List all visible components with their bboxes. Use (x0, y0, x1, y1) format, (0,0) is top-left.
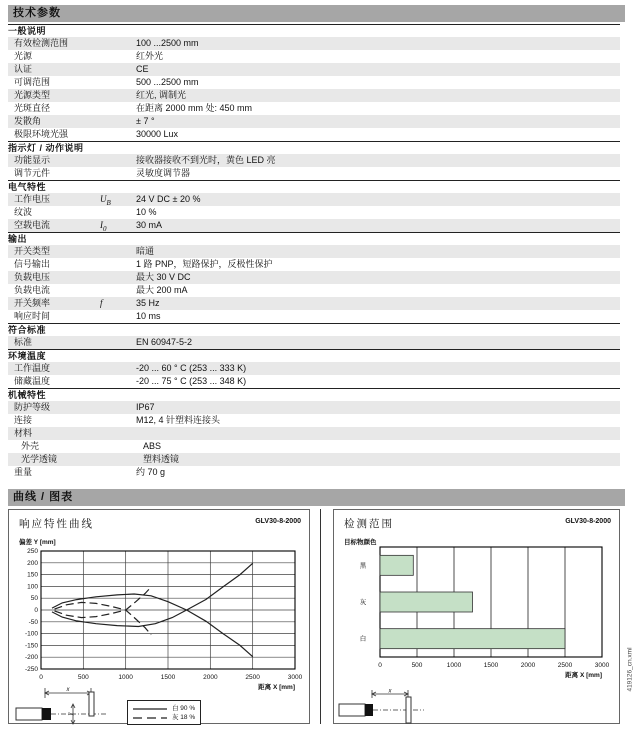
spec-symbol: $U_B$ (100, 194, 111, 207)
legend-label: 灰 18 % (172, 714, 196, 721)
spec-label: 储藏温度 (14, 376, 51, 386)
spec-symbol (100, 154, 136, 167)
spec-label: 工作温度 (14, 363, 51, 373)
spec-label: 连接 (14, 415, 33, 425)
spec-symbol (100, 167, 136, 180)
spec-row (8, 258, 620, 271)
spec-label: 负载电流 (14, 285, 51, 295)
spec-row (8, 375, 620, 388)
model-number: GLV30-8-2000 (565, 518, 611, 525)
spec-row (8, 271, 620, 284)
legend-item (133, 704, 195, 713)
spec-label: 防护等级 (14, 402, 51, 412)
spec-symbol (100, 245, 136, 258)
spec-symbol: $I_0$ (100, 220, 107, 233)
spec-symbol (100, 427, 136, 440)
spec-symbol (100, 336, 136, 349)
spec-symbol (100, 401, 136, 414)
svg-text:100: 100 (27, 583, 38, 591)
response-curve-panel (8, 509, 310, 724)
spec-symbol (100, 310, 136, 323)
spec-label: 重量 (14, 467, 33, 477)
document-id-vertical: 419126_cn.xml (626, 647, 634, 692)
spec-value: 红光, 调制光 (136, 90, 187, 100)
legend-label: 白 90 % (172, 705, 196, 712)
spec-value: 100 ...2500 mm (136, 38, 199, 48)
spec-row (8, 115, 620, 128)
spec-label: 光斑直径 (14, 103, 51, 113)
spec-label: 信号输出 (14, 259, 51, 269)
spec-label: 可调范围 (14, 77, 51, 87)
spec-symbol (100, 362, 136, 375)
svg-text:1500: 1500 (160, 674, 176, 681)
spec-symbol: f (100, 298, 103, 308)
chart-legend (127, 700, 201, 725)
spec-symbol (100, 284, 136, 297)
svg-text:2500: 2500 (245, 674, 260, 681)
spec-row (8, 453, 620, 466)
chart-title: 响应特性曲线 (19, 518, 94, 530)
spec-symbol (100, 271, 136, 284)
svg-text:x: x (66, 687, 70, 693)
spec-value: ABS (143, 441, 162, 451)
spec-label: 光源 (14, 51, 33, 61)
spec-row (8, 76, 620, 89)
svg-text:-200: -200 (24, 654, 38, 662)
svg-text:距离 X [mm]: 距离 X [mm] (565, 672, 602, 679)
spec-symbol (100, 89, 136, 102)
spec-value: 30 mA (136, 220, 163, 230)
spec-row (8, 414, 620, 427)
svg-text:-150: -150 (24, 642, 38, 650)
svg-text:黑: 黑 (359, 562, 367, 570)
spec-symbol (100, 375, 136, 388)
section-header: 机械特性 (8, 388, 620, 401)
svg-text:3000: 3000 (594, 662, 610, 669)
spec-value: 最大 200 mA (136, 285, 188, 295)
y-axis-label: 偏差 Y [mm] (19, 539, 56, 546)
spec-value: ± 7 ° (136, 116, 155, 126)
section-header: 环境温度 (8, 349, 620, 362)
spec-value: 30000 Lux (136, 129, 179, 139)
sensor-reflector-diagram (338, 688, 438, 725)
svg-text:1000: 1000 (118, 674, 133, 681)
spec-row (8, 310, 620, 323)
spec-row (8, 297, 620, 310)
spec-value: 最大 30 V DC (136, 272, 191, 282)
svg-text:距离 X [mm]: 距离 X [mm] (258, 684, 295, 691)
spec-row (8, 427, 620, 440)
legend-line-sample (133, 715, 167, 721)
spec-value: 10 ms (136, 311, 161, 321)
svg-text:0: 0 (34, 607, 38, 614)
svg-text:-100: -100 (24, 630, 38, 638)
model-number: GLV30-8-2000 (255, 518, 301, 525)
spec-row (8, 89, 620, 102)
spec-value: 24 V DC ± 20 % (136, 194, 201, 204)
spec-row (8, 63, 620, 76)
spec-label: 功能显示 (14, 155, 51, 165)
spec-value: 暗通 (136, 246, 155, 256)
svg-text:白: 白 (359, 635, 367, 643)
spec-row (8, 336, 620, 349)
spec-label: 认证 (14, 64, 33, 74)
spec-label: 极限环境光强 (14, 129, 69, 139)
spec-value: 1 路 PNP，短路保护，反极性保护 (136, 259, 273, 269)
svg-text:200: 200 (27, 559, 38, 567)
spec-value (136, 427, 620, 440)
spec-value: IP67 (136, 402, 155, 412)
spec-label: 响应时间 (14, 311, 51, 321)
section-header: 一般说明 (8, 24, 620, 37)
svg-text:-250: -250 (24, 666, 38, 673)
spec-value: 500 ...2500 mm (136, 77, 199, 87)
spec-value: 在距离 2000 mm 处: 450 mm (136, 103, 253, 113)
spec-symbol (100, 50, 136, 63)
svg-text:0: 0 (378, 662, 382, 669)
panel-divider (320, 509, 321, 724)
response-curve-chart (11, 546, 307, 694)
spec-value: EN 60947-5-2 (136, 337, 193, 347)
spec-row (8, 193, 620, 206)
svg-text:-50: -50 (28, 618, 38, 626)
spec-row (8, 219, 620, 232)
spec-symbol (100, 466, 136, 479)
svg-text:3000: 3000 (287, 674, 303, 681)
spec-value: M12, 4 针塑料连接头 (136, 415, 221, 425)
charts-area (8, 509, 640, 724)
spec-value: 红外光 (136, 51, 164, 61)
svg-text:250: 250 (27, 548, 38, 555)
target-color-label: 目标物颜色 (344, 539, 377, 546)
spec-value: 10 % (136, 207, 157, 217)
svg-text:灰: 灰 (359, 599, 367, 606)
svg-text:x: x (388, 688, 392, 695)
spec-table (0, 24, 640, 479)
spec-symbol (100, 115, 136, 128)
spec-value: 接收器接收不到光时，黄色 LED 亮 (136, 155, 276, 165)
spec-row (8, 362, 620, 375)
spec-label: 标准 (14, 337, 33, 347)
spec-symbol (100, 258, 136, 271)
spec-label: 开关频率 (14, 298, 51, 308)
section-header: 输出 (8, 232, 620, 245)
svg-text:1000: 1000 (446, 662, 462, 669)
spec-row (8, 440, 620, 453)
datasheet-page (0, 5, 640, 740)
sensor-reflector-diagram (15, 686, 115, 726)
spec-label: 有效检测范围 (14, 38, 69, 48)
spec-label: 调节元件 (14, 168, 51, 178)
spec-row (8, 128, 620, 141)
spec-row (8, 167, 620, 180)
spec-symbol (100, 206, 136, 219)
svg-text:500: 500 (77, 674, 89, 681)
svg-text:2000: 2000 (520, 662, 536, 669)
spec-row (8, 154, 620, 167)
spec-value: 35 Hz (136, 298, 160, 308)
svg-text:50: 50 (30, 595, 38, 603)
spec-row (8, 102, 620, 115)
spec-label: 负载电压 (14, 272, 51, 282)
spec-row (8, 37, 620, 50)
spec-label: 外壳 (21, 441, 40, 451)
chart-title: 检测范围 (344, 518, 394, 530)
spec-label: 纹波 (14, 207, 33, 217)
spec-label: 光学透镜 (21, 454, 58, 464)
spec-symbol (107, 440, 143, 453)
svg-text:150: 150 (27, 571, 38, 579)
spec-row (8, 401, 620, 414)
spec-symbol (100, 37, 136, 50)
section-header: 电气特性 (8, 180, 620, 193)
spec-symbol (100, 76, 136, 89)
detection-range-panel (333, 509, 620, 724)
svg-text:500: 500 (411, 662, 423, 669)
svg-text:0: 0 (39, 674, 43, 681)
spec-value: -20 ... 75 ° C (253 ... 348 K) (136, 376, 247, 386)
spec-label: 材料 (14, 428, 33, 438)
spec-label: 空载电流 (14, 220, 51, 230)
spec-value: 塑料透镜 (143, 454, 180, 464)
spec-row (8, 50, 620, 63)
svg-text:1500: 1500 (483, 662, 499, 669)
spec-row (8, 284, 620, 297)
spec-label: 工作电压 (14, 194, 51, 204)
spec-symbol (100, 102, 136, 115)
spec-row (8, 466, 620, 479)
legend-item (133, 713, 195, 722)
svg-text:2000: 2000 (203, 674, 218, 681)
spec-value: 灵敏度调节器 (136, 168, 191, 178)
spec-value: -20 ... 60 ° C (253 ... 333 K) (136, 363, 247, 373)
spec-value: CE (136, 64, 149, 74)
section-header: 指示灯 / 动作说明 (8, 141, 620, 154)
spec-row (8, 245, 620, 258)
spec-label: 光源类型 (14, 90, 51, 100)
spec-symbol (100, 128, 136, 141)
spec-row (8, 206, 620, 219)
section-bar-technical-data: 技术参数 (8, 5, 625, 22)
legend-line-sample (133, 706, 167, 712)
detection-range-chart (336, 544, 618, 692)
spec-label: 发散角 (14, 116, 42, 126)
section-bar-curves: 曲线 / 图表 (8, 489, 625, 506)
spec-value: 约 70 g (136, 467, 166, 477)
svg-text:y: y (68, 712, 74, 716)
section-header: 符合标准 (8, 323, 620, 336)
svg-text:2500: 2500 (557, 662, 573, 669)
spec-symbol (100, 414, 136, 427)
spec-symbol (100, 63, 136, 76)
spec-label: 开关类型 (14, 246, 51, 256)
spec-symbol (107, 453, 143, 466)
